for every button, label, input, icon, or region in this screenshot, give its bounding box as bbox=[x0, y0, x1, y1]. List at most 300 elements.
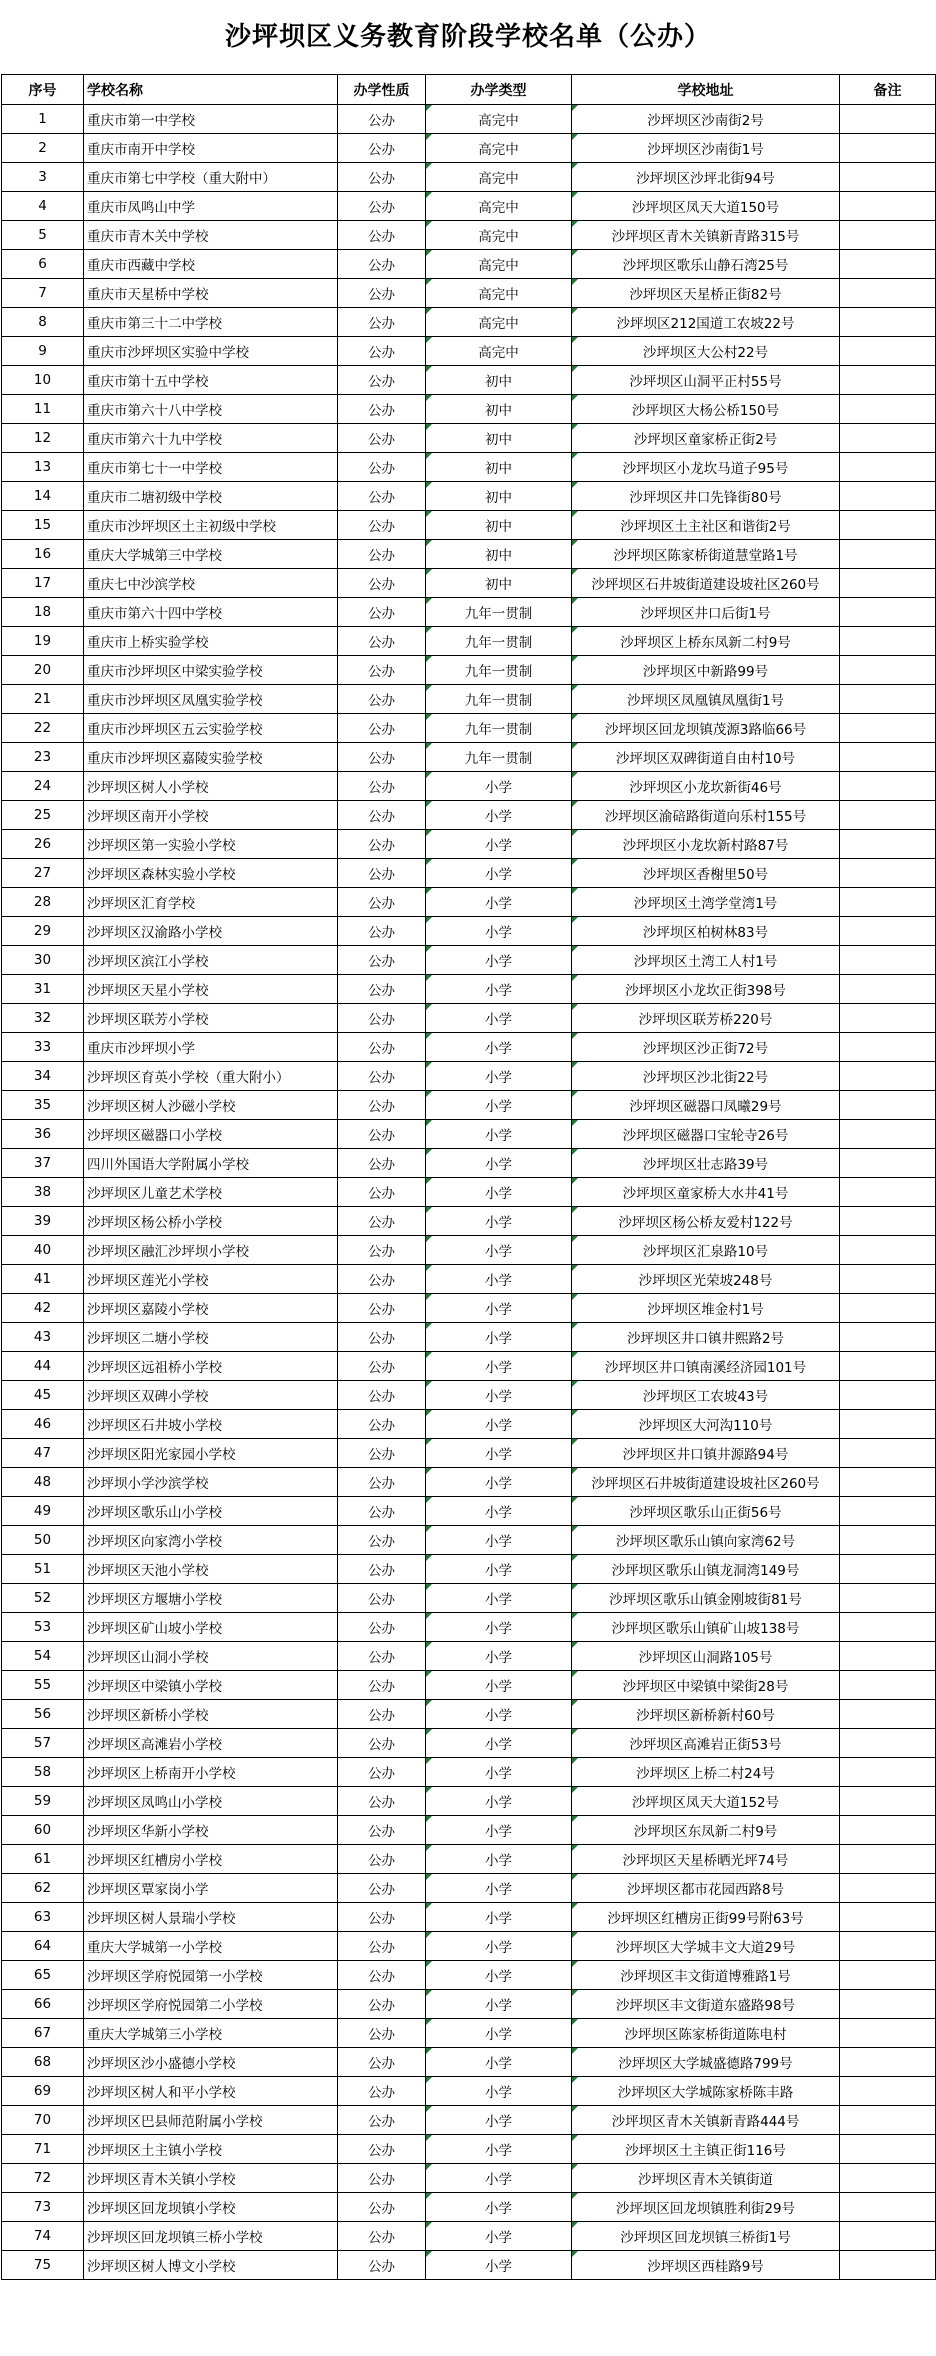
table-row bbox=[2, 685, 936, 714]
cell-remarks bbox=[840, 743, 936, 772]
cell-type: 小学 bbox=[426, 1613, 572, 1642]
cell-address: 沙坪坝区丰文街道博雅路1号 bbox=[572, 1961, 840, 1990]
cell-address: 沙坪坝区大学城盛德路799号 bbox=[572, 2048, 840, 2077]
cell-nature: 公办 bbox=[338, 1091, 426, 1120]
cell-address: 沙坪坝区大河沟110号 bbox=[572, 1410, 840, 1439]
cell-index: 37 bbox=[2, 1149, 84, 1178]
cell-address: 沙坪坝区回龙坝镇胜利街29号 bbox=[572, 2193, 840, 2222]
table-row bbox=[2, 2019, 936, 2048]
cell-remarks bbox=[840, 656, 936, 685]
cell-remarks bbox=[840, 917, 936, 946]
cell-school-name: 沙坪坝区双碑小学校 bbox=[84, 1381, 338, 1410]
cell-type: 九年一贯制 bbox=[426, 685, 572, 714]
cell-type: 小学 bbox=[426, 1526, 572, 1555]
cell-school-name: 沙坪坝区华新小学校 bbox=[84, 1816, 338, 1845]
cell-remarks bbox=[840, 569, 936, 598]
cell-remarks bbox=[840, 1091, 936, 1120]
cell-school-name: 重庆市沙坪坝区嘉陵实验学校 bbox=[84, 743, 338, 772]
header-remarks: 备注 bbox=[840, 75, 936, 105]
cell-index: 58 bbox=[2, 1758, 84, 1787]
cell-index: 53 bbox=[2, 1613, 84, 1642]
table-row bbox=[2, 511, 936, 540]
cell-school-name: 重庆七中沙滨学校 bbox=[84, 569, 338, 598]
cell-school-name: 重庆市第六十八中学校 bbox=[84, 395, 338, 424]
cell-nature: 公办 bbox=[338, 2048, 426, 2077]
cell-nature: 公办 bbox=[338, 598, 426, 627]
table-row bbox=[2, 2164, 936, 2193]
cell-nature: 公办 bbox=[338, 1120, 426, 1149]
table-row bbox=[2, 1091, 936, 1120]
cell-index: 65 bbox=[2, 1961, 84, 1990]
cell-remarks bbox=[840, 1323, 936, 1352]
cell-address: 沙坪坝区高滩岩正街53号 bbox=[572, 1729, 840, 1758]
table-row bbox=[2, 1265, 936, 1294]
cell-type: 九年一贯制 bbox=[426, 598, 572, 627]
cell-index: 2 bbox=[2, 134, 84, 163]
cell-address: 沙坪坝区石井坡街道建设坡社区260号 bbox=[572, 569, 840, 598]
cell-school-name: 重庆市凤鸣山中学 bbox=[84, 192, 338, 221]
cell-school-name: 沙坪坝区滨江小学校 bbox=[84, 946, 338, 975]
cell-remarks bbox=[840, 627, 936, 656]
cell-type: 小学 bbox=[426, 1787, 572, 1816]
cell-nature: 公办 bbox=[338, 1236, 426, 1265]
cell-remarks bbox=[840, 2222, 936, 2251]
cell-remarks bbox=[840, 2106, 936, 2135]
cell-type: 小学 bbox=[426, 1294, 572, 1323]
cell-nature: 公办 bbox=[338, 1062, 426, 1091]
cell-school-name: 沙坪坝区南开小学校 bbox=[84, 801, 338, 830]
table-row bbox=[2, 2106, 936, 2135]
cell-type: 小学 bbox=[426, 1758, 572, 1787]
cell-type: 小学 bbox=[426, 1062, 572, 1091]
cell-index: 11 bbox=[2, 395, 84, 424]
cell-school-name: 沙坪坝区矿山坡小学校 bbox=[84, 1613, 338, 1642]
cell-nature: 公办 bbox=[338, 2135, 426, 2164]
cell-school-name: 重庆市第七中学校（重大附中） bbox=[84, 163, 338, 192]
cell-remarks bbox=[840, 2019, 936, 2048]
cell-address: 沙坪坝区井口镇井源路94号 bbox=[572, 1439, 840, 1468]
cell-address: 沙坪坝区青木关镇街道 bbox=[572, 2164, 840, 2193]
cell-type: 高完中 bbox=[426, 163, 572, 192]
cell-remarks bbox=[840, 395, 936, 424]
cell-type: 高完中 bbox=[426, 279, 572, 308]
cell-remarks bbox=[840, 1149, 936, 1178]
cell-address: 沙坪坝区都市花园西路8号 bbox=[572, 1874, 840, 1903]
cell-remarks bbox=[840, 714, 936, 743]
cell-nature: 公办 bbox=[338, 1758, 426, 1787]
cell-remarks bbox=[840, 1381, 936, 1410]
cell-nature: 公办 bbox=[338, 946, 426, 975]
cell-type: 小学 bbox=[426, 2106, 572, 2135]
cell-type: 小学 bbox=[426, 1845, 572, 1874]
cell-address: 沙坪坝区歌乐山静石湾25号 bbox=[572, 250, 840, 279]
cell-address: 沙坪坝区中新路99号 bbox=[572, 656, 840, 685]
cell-nature: 公办 bbox=[338, 1787, 426, 1816]
cell-type: 小学 bbox=[426, 1439, 572, 1468]
cell-type: 小学 bbox=[426, 1120, 572, 1149]
cell-remarks bbox=[840, 1584, 936, 1613]
table-row bbox=[2, 1671, 936, 1700]
cell-school-name: 重庆市第三十二中学校 bbox=[84, 308, 338, 337]
cell-remarks bbox=[840, 424, 936, 453]
table-row bbox=[2, 1816, 936, 1845]
table-row bbox=[2, 395, 936, 424]
table-row bbox=[2, 1294, 936, 1323]
cell-school-name: 沙坪坝区第一实验小学校 bbox=[84, 830, 338, 859]
cell-nature: 公办 bbox=[338, 1526, 426, 1555]
cell-type: 小学 bbox=[426, 2251, 572, 2280]
cell-nature: 公办 bbox=[338, 2019, 426, 2048]
cell-address: 沙坪坝区歌乐山镇向家湾62号 bbox=[572, 1526, 840, 1555]
cell-address: 沙坪坝区工农坡43号 bbox=[572, 1381, 840, 1410]
page-title: 沙坪坝区义务教育阶段学校名单（公办） bbox=[224, 22, 711, 52]
cell-type: 小学 bbox=[426, 1381, 572, 1410]
cell-school-name: 沙坪坝区天星小学校 bbox=[84, 975, 338, 1004]
cell-address: 沙坪坝区歌乐山镇金刚坡街81号 bbox=[572, 1584, 840, 1613]
cell-index: 7 bbox=[2, 279, 84, 308]
cell-index: 49 bbox=[2, 1497, 84, 1526]
cell-type: 小学 bbox=[426, 859, 572, 888]
cell-school-name: 沙坪坝区树人小学校 bbox=[84, 772, 338, 801]
cell-nature: 公办 bbox=[338, 830, 426, 859]
cell-index: 75 bbox=[2, 2251, 84, 2280]
cell-remarks bbox=[840, 540, 936, 569]
cell-type: 九年一贯制 bbox=[426, 714, 572, 743]
cell-school-name: 沙坪坝区方堰塘小学校 bbox=[84, 1584, 338, 1613]
cell-nature: 公办 bbox=[338, 1555, 426, 1584]
cell-school-name: 重庆市沙坪坝区中梁实验学校 bbox=[84, 656, 338, 685]
table-row bbox=[2, 656, 936, 685]
cell-address: 沙坪坝区堆金村1号 bbox=[572, 1294, 840, 1323]
cell-school-name: 沙坪坝区巴县师范附属小学校 bbox=[84, 2106, 338, 2135]
cell-remarks bbox=[840, 888, 936, 917]
cell-address: 沙坪坝区歌乐山镇矿山坡138号 bbox=[572, 1613, 840, 1642]
cell-school-name: 重庆大学城第三中学校 bbox=[84, 540, 338, 569]
cell-remarks bbox=[840, 598, 936, 627]
cell-index: 28 bbox=[2, 888, 84, 917]
table-row bbox=[2, 772, 936, 801]
cell-type: 小学 bbox=[426, 1236, 572, 1265]
cell-index: 56 bbox=[2, 1700, 84, 1729]
cell-nature: 公办 bbox=[338, 569, 426, 598]
cell-nature: 公办 bbox=[338, 1874, 426, 1903]
table-row bbox=[2, 1526, 936, 1555]
cell-school-name: 沙坪坝区树人景瑞小学校 bbox=[84, 1903, 338, 1932]
table-row bbox=[2, 1555, 936, 1584]
cell-type: 高完中 bbox=[426, 192, 572, 221]
cell-address: 沙坪坝区陈家桥街道慧堂路1号 bbox=[572, 540, 840, 569]
table-row bbox=[2, 714, 936, 743]
cell-remarks bbox=[840, 2135, 936, 2164]
cell-index: 55 bbox=[2, 1671, 84, 1700]
cell-index: 15 bbox=[2, 511, 84, 540]
cell-remarks bbox=[840, 192, 936, 221]
table-row bbox=[2, 1033, 936, 1062]
table-row bbox=[2, 134, 936, 163]
cell-remarks bbox=[840, 1613, 936, 1642]
cell-address: 沙坪坝区井口镇南溪经济园101号 bbox=[572, 1352, 840, 1381]
cell-address: 沙坪坝区回龙坝镇三桥街1号 bbox=[572, 2222, 840, 2251]
cell-type: 小学 bbox=[426, 2019, 572, 2048]
cell-nature: 公办 bbox=[338, 1468, 426, 1497]
cell-remarks bbox=[840, 1903, 936, 1932]
cell-nature: 公办 bbox=[338, 1149, 426, 1178]
cell-index: 48 bbox=[2, 1468, 84, 1497]
cell-address: 沙坪坝区井口镇井熙路2号 bbox=[572, 1323, 840, 1352]
table-row bbox=[2, 975, 936, 1004]
cell-type: 小学 bbox=[426, 1903, 572, 1932]
cell-remarks bbox=[840, 1062, 936, 1091]
cell-type: 高完中 bbox=[426, 221, 572, 250]
table-row bbox=[2, 1700, 936, 1729]
table-row bbox=[2, 1062, 936, 1091]
cell-school-name: 沙坪坝区汉渝路小学校 bbox=[84, 917, 338, 946]
cell-school-name: 沙坪坝区树人博文小学校 bbox=[84, 2251, 338, 2280]
cell-address: 沙坪坝区歌乐山正街56号 bbox=[572, 1497, 840, 1526]
cell-school-name: 重庆市上桥实验学校 bbox=[84, 627, 338, 656]
cell-index: 59 bbox=[2, 1787, 84, 1816]
cell-type: 小学 bbox=[426, 2077, 572, 2106]
cell-nature: 公办 bbox=[338, 1642, 426, 1671]
cell-nature: 公办 bbox=[338, 279, 426, 308]
cell-remarks bbox=[840, 163, 936, 192]
cell-remarks bbox=[840, 1468, 936, 1497]
table-row bbox=[2, 163, 936, 192]
cell-index: 57 bbox=[2, 1729, 84, 1758]
cell-remarks bbox=[840, 250, 936, 279]
cell-type: 小学 bbox=[426, 917, 572, 946]
cell-remarks bbox=[840, 975, 936, 1004]
cell-remarks bbox=[840, 1497, 936, 1526]
cell-index: 69 bbox=[2, 2077, 84, 2106]
cell-type: 初中 bbox=[426, 511, 572, 540]
cell-school-name: 沙坪坝区学府悦园第二小学校 bbox=[84, 1990, 338, 2019]
cell-type: 小学 bbox=[426, 772, 572, 801]
cell-nature: 公办 bbox=[338, 2251, 426, 2280]
cell-type: 初中 bbox=[426, 366, 572, 395]
table-row bbox=[2, 1381, 936, 1410]
cell-address: 沙坪坝区大学城陈家桥陈丰路 bbox=[572, 2077, 840, 2106]
table-row bbox=[2, 859, 936, 888]
cell-index: 68 bbox=[2, 2048, 84, 2077]
cell-index: 64 bbox=[2, 1932, 84, 1961]
cell-school-name: 沙坪坝区覃家岗小学 bbox=[84, 1874, 338, 1903]
cell-index: 43 bbox=[2, 1323, 84, 1352]
cell-remarks bbox=[840, 2077, 936, 2106]
cell-index: 36 bbox=[2, 1120, 84, 1149]
cell-nature: 公办 bbox=[338, 917, 426, 946]
table-row bbox=[2, 1729, 936, 1758]
cell-school-name: 重庆市第六十四中学校 bbox=[84, 598, 338, 627]
cell-remarks bbox=[840, 1265, 936, 1294]
cell-address: 沙坪坝区陈家桥街道陈电村 bbox=[572, 2019, 840, 2048]
cell-index: 17 bbox=[2, 569, 84, 598]
cell-school-name: 沙坪坝区歌乐山小学校 bbox=[84, 1497, 338, 1526]
cell-school-name: 重庆市沙坪坝区五云实验学校 bbox=[84, 714, 338, 743]
cell-nature: 公办 bbox=[338, 540, 426, 569]
table-row bbox=[2, 946, 936, 975]
table-row bbox=[2, 1903, 936, 1932]
cell-address: 沙坪坝区回龙坝镇茂源3路临66号 bbox=[572, 714, 840, 743]
table-row bbox=[2, 1236, 936, 1265]
cell-nature: 公办 bbox=[338, 511, 426, 540]
cell-type: 小学 bbox=[426, 1555, 572, 1584]
cell-remarks bbox=[840, 1178, 936, 1207]
table-row bbox=[2, 221, 936, 250]
cell-index: 71 bbox=[2, 2135, 84, 2164]
cell-address: 沙坪坝区香榭里50号 bbox=[572, 859, 840, 888]
cell-nature: 公办 bbox=[338, 1497, 426, 1526]
cell-type: 九年一贯制 bbox=[426, 627, 572, 656]
cell-remarks bbox=[840, 1004, 936, 1033]
cell-type: 小学 bbox=[426, 1990, 572, 2019]
cell-index: 51 bbox=[2, 1555, 84, 1584]
cell-index: 30 bbox=[2, 946, 84, 975]
school-table bbox=[1, 74, 936, 2280]
cell-address: 沙坪坝区凤天大道150号 bbox=[572, 192, 840, 221]
cell-remarks bbox=[840, 1700, 936, 1729]
cell-index: 63 bbox=[2, 1903, 84, 1932]
cell-index: 61 bbox=[2, 1845, 84, 1874]
cell-school-name: 沙坪坝区回龙坝镇三桥小学校 bbox=[84, 2222, 338, 2251]
cell-address: 沙坪坝区沙南街1号 bbox=[572, 134, 840, 163]
cell-school-name: 重庆大学城第三小学校 bbox=[84, 2019, 338, 2048]
table-row bbox=[2, 2048, 936, 2077]
cell-school-name: 沙坪坝区莲光小学校 bbox=[84, 1265, 338, 1294]
cell-type: 小学 bbox=[426, 1497, 572, 1526]
cell-school-name: 沙坪坝区学府悦园第一小学校 bbox=[84, 1961, 338, 1990]
cell-school-name: 沙坪坝区磁器口小学校 bbox=[84, 1120, 338, 1149]
cell-remarks bbox=[840, 1990, 936, 2019]
cell-remarks bbox=[840, 279, 936, 308]
cell-type: 小学 bbox=[426, 1323, 572, 1352]
cell-address: 沙坪坝区凤凰镇凤凰街1号 bbox=[572, 685, 840, 714]
cell-nature: 公办 bbox=[338, 975, 426, 1004]
cell-type: 小学 bbox=[426, 1410, 572, 1439]
cell-address: 沙坪坝区沙北街22号 bbox=[572, 1062, 840, 1091]
table-row bbox=[2, 1758, 936, 1787]
cell-index: 6 bbox=[2, 250, 84, 279]
cell-remarks bbox=[840, 1555, 936, 1584]
table-row bbox=[2, 627, 936, 656]
cell-address: 沙坪坝区山洞路105号 bbox=[572, 1642, 840, 1671]
cell-type: 小学 bbox=[426, 1178, 572, 1207]
cell-address: 沙坪坝区土湾工人村1号 bbox=[572, 946, 840, 975]
cell-remarks bbox=[840, 482, 936, 511]
header-address: 学校地址 bbox=[572, 75, 840, 105]
table-row bbox=[2, 1787, 936, 1816]
cell-nature: 公办 bbox=[338, 453, 426, 482]
cell-nature: 公办 bbox=[338, 163, 426, 192]
cell-address: 沙坪坝区磁器口凤曦29号 bbox=[572, 1091, 840, 1120]
cell-remarks bbox=[840, 511, 936, 540]
cell-remarks bbox=[840, 105, 936, 134]
cell-nature: 公办 bbox=[338, 1584, 426, 1613]
cell-index: 20 bbox=[2, 656, 84, 685]
cell-index: 18 bbox=[2, 598, 84, 627]
table-row bbox=[2, 888, 936, 917]
cell-nature: 公办 bbox=[338, 1207, 426, 1236]
cell-remarks bbox=[840, 1729, 936, 1758]
cell-nature: 公办 bbox=[338, 1410, 426, 1439]
cell-school-name: 重庆市第七十一中学校 bbox=[84, 453, 338, 482]
table-row bbox=[2, 540, 936, 569]
cell-nature: 公办 bbox=[338, 1729, 426, 1758]
cell-type: 高完中 bbox=[426, 250, 572, 279]
cell-address: 沙坪坝区井口后街1号 bbox=[572, 598, 840, 627]
cell-address: 沙坪坝区大杨公桥150号 bbox=[572, 395, 840, 424]
cell-remarks bbox=[840, 1294, 936, 1323]
cell-address: 沙坪坝区天星桥正街82号 bbox=[572, 279, 840, 308]
cell-remarks bbox=[840, 1642, 936, 1671]
cell-remarks bbox=[840, 1207, 936, 1236]
cell-type: 九年一贯制 bbox=[426, 743, 572, 772]
cell-remarks bbox=[840, 801, 936, 830]
cell-remarks bbox=[840, 1816, 936, 1845]
cell-address: 沙坪坝区柏树林83号 bbox=[572, 917, 840, 946]
table-row bbox=[2, 1323, 936, 1352]
cell-remarks bbox=[840, 1120, 936, 1149]
cell-index: 12 bbox=[2, 424, 84, 453]
cell-nature: 公办 bbox=[338, 627, 426, 656]
cell-type: 小学 bbox=[426, 1932, 572, 1961]
cell-index: 33 bbox=[2, 1033, 84, 1062]
cell-school-name: 沙坪坝区融汇沙坪坝小学校 bbox=[84, 1236, 338, 1265]
cell-school-name: 重庆市第一中学校 bbox=[84, 105, 338, 134]
cell-nature: 公办 bbox=[338, 1613, 426, 1642]
table-row bbox=[2, 453, 936, 482]
cell-index: 34 bbox=[2, 1062, 84, 1091]
table-row bbox=[2, 1642, 936, 1671]
table-row bbox=[2, 250, 936, 279]
cell-school-name: 重庆市第十五中学校 bbox=[84, 366, 338, 395]
cell-address: 沙坪坝区杨公桥友爱村122号 bbox=[572, 1207, 840, 1236]
cell-nature: 公办 bbox=[338, 2106, 426, 2135]
cell-address: 沙坪坝区沙坪北街94号 bbox=[572, 163, 840, 192]
cell-address: 沙坪坝区中梁镇中梁街28号 bbox=[572, 1671, 840, 1700]
cell-type: 小学 bbox=[426, 888, 572, 917]
table-row bbox=[2, 2251, 936, 2280]
cell-nature: 公办 bbox=[338, 1381, 426, 1410]
table-row bbox=[2, 1990, 936, 2019]
cell-nature: 公办 bbox=[338, 1294, 426, 1323]
cell-school-name: 重庆市第六十九中学校 bbox=[84, 424, 338, 453]
cell-nature: 公办 bbox=[338, 134, 426, 163]
table-row bbox=[2, 1497, 936, 1526]
cell-nature: 公办 bbox=[338, 424, 426, 453]
table-row bbox=[2, 2193, 936, 2222]
cell-index: 10 bbox=[2, 366, 84, 395]
cell-school-name: 沙坪坝区上桥南开小学校 bbox=[84, 1758, 338, 1787]
cell-index: 38 bbox=[2, 1178, 84, 1207]
cell-remarks bbox=[840, 453, 936, 482]
cell-address: 沙坪坝区丰文街道东盛路98号 bbox=[572, 1990, 840, 2019]
cell-school-name: 沙坪坝区联芳小学校 bbox=[84, 1004, 338, 1033]
cell-address: 沙坪坝区212国道工农坡22号 bbox=[572, 308, 840, 337]
cell-address: 沙坪坝区双碑街道自由村10号 bbox=[572, 743, 840, 772]
table-header-row bbox=[2, 75, 936, 105]
cell-type: 初中 bbox=[426, 395, 572, 424]
cell-remarks bbox=[840, 308, 936, 337]
cell-index: 22 bbox=[2, 714, 84, 743]
cell-remarks bbox=[840, 1526, 936, 1555]
cell-nature: 公办 bbox=[338, 801, 426, 830]
table-row bbox=[2, 482, 936, 511]
cell-remarks bbox=[840, 221, 936, 250]
cell-school-name: 沙坪坝区森林实验小学校 bbox=[84, 859, 338, 888]
cell-type: 小学 bbox=[426, 1642, 572, 1671]
cell-nature: 公办 bbox=[338, 1990, 426, 2019]
